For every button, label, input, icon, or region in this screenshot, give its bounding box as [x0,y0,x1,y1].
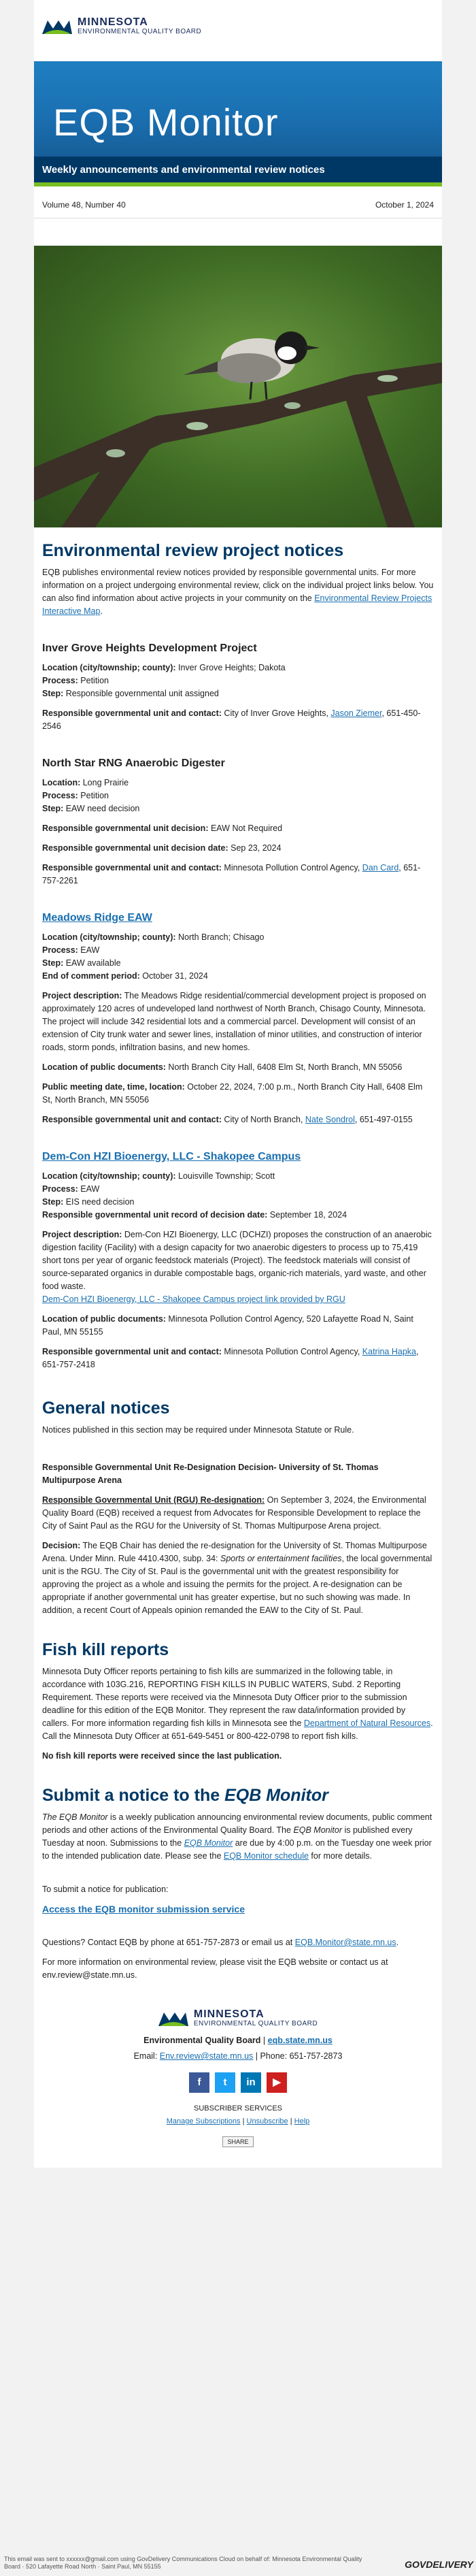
twitter-icon[interactable]: t [215,2072,235,2093]
project-title [42,912,434,924]
general-notice-title: Responsible Governmental Unit Re-Designation Decision- University of St. Thomas Multipurpose Arena [42,1463,379,1485]
general-notices-heading: General notices [42,1399,170,1418]
questions-text: Questions? Contact EQB by phone at 651-757-2873 or email us at EQB.Monitor@state.mn.us. [42,1938,399,1947]
contact-link[interactable]: Jason Ziemer [330,708,382,718]
project-notice: Meadows Ridge EAW Location (city/township; county): North Branch; Chisago Process: EAW Step: EAW available End of comment period: October 31, 2024 Project description: The Meadows Ridge residential/commercial development project is proposed on approximately 120 acres of undeveloped land northwest of North Branch, Chisago County, Minnesota. The project will include 342 residential lots and a commercial parcel. Development will consist of an extension of City trunk water and sewer lines, installation of minor utilities, and construction of interior roads, storm ponds, infiltration basins, and new homes. Location of public documents: North Branch City Hall, 6408 Elm St, North Branch, MN 55056 Public meeting date, time, location: October 22, 2024, 7:00 p.m., North Branch City Hall, 6408 Elm St, North Branch, MN 55056 Responsible governmental unit and contact: City of North Branch, Nate Sondrol, 651-497-0155 [42,912,434,1126]
footer-org: Environmental Quality Board | eqb.state.mn.us [143,2036,333,2045]
bird-on-branch-illustration [34,246,442,527]
brand-name: MINNESOTA [78,16,148,28]
eqb-monitor-link[interactable]: EQB Monitor [184,1838,233,1848]
fish-kill-heading: Fish kill reports [42,1640,169,1659]
footer-fineprint: This email was sent to xxxxxx@gmail.com using GovDelivery Communications Cloud on behalf of: Minnesota Environmental Quality Board · 520 Lafayette Road North · Saint Paul, MN 55155 [4,2556,362,2570]
env-review-heading: Environmental review project notices [42,541,344,560]
env-review-intro: EQB publishes environmental review notices provided by responsible governmental units. For more information on a project undergoing environmental review, click on the individual project links below. You can also find information about active projects in your community on the Environmental Review Projects Interactive Map. [42,568,434,616]
manage-subscriptions-link[interactable]: Manage Subscriptions [166,2117,241,2125]
project-contact: Responsible governmental unit and contact: City of North Branch, Nate Sondrol, 651-497-0155 [42,1115,413,1124]
footer-site-link[interactable]: eqb.state.mn.us [267,2036,333,2045]
project-title-link[interactable]: Dem-Con HZI Bioenergy, LLC - Shakopee Campus [42,1151,301,1162]
footer-logo[interactable]: MINNESOTA ENVIRONMENTAL QUALITY BOARD [34,2009,442,2027]
contact-link[interactable]: Nate Sondrol [305,1115,355,1124]
project-title: North Star RNG Anaerobic Digester [42,757,225,769]
project-contact: Responsible governmental unit and contact: Minnesota Pollution Control Agency, Dan Card, 651-757-2261 [42,863,421,885]
project-field: Location (city/township; county): Inver Grove Heights; Dakota [42,663,286,672]
linkedin-icon[interactable]: in [241,2072,261,2093]
monitor-schedule-link[interactable]: EQB Monitor schedule [223,1851,309,1861]
facebook-icon[interactable]: f [189,2072,209,2093]
fish-kill-intro: Minnesota Duty Officer reports pertaining to fish kills are summarized in the following table, in accordance with 103G.216, REPORTING FISH KILLS IN PUBLIC WATERS, Subd. 2 Reporting Requirement. These reports were received via the Minnesota Duty Officer prior to the submission deadline for this edition of the EQB Monitor. They represent the raw data/information provided by callers. For more information regarding fish kills in Minnesota see the Department of Natural Resources. Call the Minnesota Duty Officer at 651-649-5451 or 800-422-0798 to report fish kills. [42,1667,433,1741]
newsletter [34,0,442,2168]
project-description: Project description: The Meadows Ridge residential/commercial development project is proposed on approximately 120 acres of undeveloped land northwest of North Branch, Chisago County, Minnesota. The project will include 342 residential lots and a commercial parcel. Development will consist of an extension of City trunk water and sewer lines, installation of minor utilities, and construction of interior roads, storm ponds, infiltration basins, and new homes. [42,991,426,1052]
more-info-text: For more information on environmental review, please visit the EQB website or contact us at env.review@state.mn.us. [42,1957,388,1980]
footer [34,2009,442,2168]
project-notice: North Star RNG Anaerobic Digester Location: Long Prairie Process: Petition Step: EAW need decision Responsible governmental unit decision: EAW Not Required Responsible governmental unit decision date: Sep 23, 2024 Responsible governmental unit and contact: Minnesota Pollution Control Agency, Dan Card, 651-757-2261 [42,757,434,887]
youtube-icon[interactable]: ▶ [267,2072,287,2093]
volume-label: Volume 48, Number 40 [42,200,126,210]
to-submit-label: To submit a notice for publication: [42,1885,169,1894]
project-field: Step: Responsible governmental unit assigned [42,689,219,698]
contact-link[interactable]: Dan Card [362,863,399,873]
project-contact: Responsible governmental unit and contact: Minnesota Pollution Control Agency, Katrina Hapka, 651-757-2418 [42,1347,419,1369]
contact-link[interactable]: Katrina Hapka [362,1347,416,1356]
project-title: Inver Grove Heights Development Project [42,642,257,654]
help-link[interactable]: Help [294,2117,310,2125]
govdelivery-logo[interactable]: GOVDELIVERY [405,2559,473,2570]
issue-info [34,186,442,218]
footer-email-link[interactable]: Env.review@state.mn.us [159,2051,254,2061]
brand-board: ENVIRONMENTAL QUALITY BOARD [78,28,202,35]
hero-image-chickadee [34,246,442,527]
rgu-project-link[interactable]: Dem-Con HZI Bioenergy, LLC - Shakopee Campus project link provided by RGU [42,1294,345,1304]
general-intro: Notices published in this section may be required under Minnesota Statute or Rule. [42,1425,354,1435]
general-notice-p1: Responsible Governmental Unit (RGU) Re-designation: On September 3, 2024, the Environmental Quality Board (EQB) received a request from Advocates for Responsible Development to replace the City of Saint Paul as the RGU for the University of St. Thomas Multipurpose Arena project. [42,1495,426,1531]
dnr-link[interactable]: Department of Natural Resources [303,1718,431,1728]
footer-contact: Email: Env.review@state.mn.us | Phone: 651-757-2873 [133,2051,343,2061]
header-banner [34,61,442,157]
project-notice [42,642,434,733]
tagline-bar: Weekly announcements and environmental review notices [34,157,442,186]
banner-title: EQB Monitor [53,101,279,144]
share-button[interactable]: SHARE [222,2136,253,2147]
interactive-map-link[interactable]: Environmental Review Projects Interactive Map [42,593,432,616]
project-field: Process: Petition [42,676,109,685]
unsubscribe-link[interactable]: Unsubscribe [246,2117,288,2125]
project-description: Project description: Dem-Con HZI Bioenergy, LLC (DCHZI) proposes the construction of an anaerobic digestion facility (Facility) with a design capacity for two anaerobic digesters to process up to 75,419 short tons per year of organic feedstock materials (Project). The feedstock materials will consist of source-separated organics in durable compostable bags, organic-rich materials, yard waste, and other food waste. Dem-Con HZI Bioenergy, LLC - Shakopee Campus project link provided by RGU [42,1230,432,1304]
project-contact: Responsible governmental unit and contact: City of Inver Grove Heights, Jason Ziemer, 651-450-2546 [42,708,421,731]
issue-date: October 1, 2024 [375,200,434,210]
project-title-link[interactable]: Meadows Ridge EAW [42,912,152,924]
subscriber-links: Manage Subscriptions | Unsubscribe | Help [166,2117,310,2125]
monitor-email-link[interactable]: EQB.Monitor@state.mn.us [294,1938,396,1947]
masthead [34,0,442,61]
submission-service-link[interactable]: Access the EQB monitor submission service [42,1904,245,1914]
submit-heading: Submit a notice to the EQB Monitor [42,1786,328,1805]
mn-logo[interactable] [42,17,442,35]
submit-intro: The EQB Monitor is a weekly publication announcing environmental review documents, public comment periods and other actions of the Environmental Quality Board. The EQB Monitor is published every Tuesday at noon. Submissions to the EQB Monitor are due by 4:00 p.m. on the Tuesday one week prior to the intended publication date. Please see the EQB Monitor schedule for more details. [42,1812,432,1861]
minnesota-logo-icon [158,2011,188,2026]
general-notice-p2: Decision: The EQB Chair has denied the re-designation for the University of St. Thomas Multipurpose Arena. Under Minn. Rule 4410.4300, subp. 34: Sports or entertainment facilities, the local governmental unit is the RGU. The City of St. Paul is the governmental unit with the greatest responsibility for approving the project as a whole and issuing the permits for the project. A re-designation can be appropriate if another governmental unit has greater expertise, but no such showing was made. In addition, a recent Court of Appeals opinion remanded the EAW to the City of St. Paul. [42,1541,432,1615]
project-notice: Dem-Con HZI Bioenergy, LLC - Shakopee Campus Location (city/township; county): Louisville Township; Scott Process: EAW Step: EIS need decision Responsible governmental unit record of decision date: September 18, 2024 Project description: Dem-Con HZI Bioenergy, LLC (DCHZI) proposes the construction of an anaerobic digestion facility (Facility) with a design capacity for two anaerobic digesters to process up to 75,419 short tons per year of organic feedstock materials (Project). The feedstock materials will consist of source-separated organics in durable compostable bags, organic-rich materials, yard waste, and other food waste. Dem-Con HZI Bioenergy, LLC - Shakopee Campus project link provided by RGU Location of public documents: Minnesota Pollution Control Agency, 520 Lafayette Road N, Saint Paul, MN 55155 Responsible governmental unit and contact: Minnesota Pollution Control Agency, Katrina Hapka, 651-757-2418 [42,1151,434,1371]
minnesota-logo-icon [42,19,72,34]
social-links [34,2072,442,2093]
fish-kill-none: No fish kill reports were received since the last publication. [42,1751,282,1761]
subscriber-services: SUBSCRIBER SERVICES [193,2104,282,2113]
project-title [42,1151,434,1163]
